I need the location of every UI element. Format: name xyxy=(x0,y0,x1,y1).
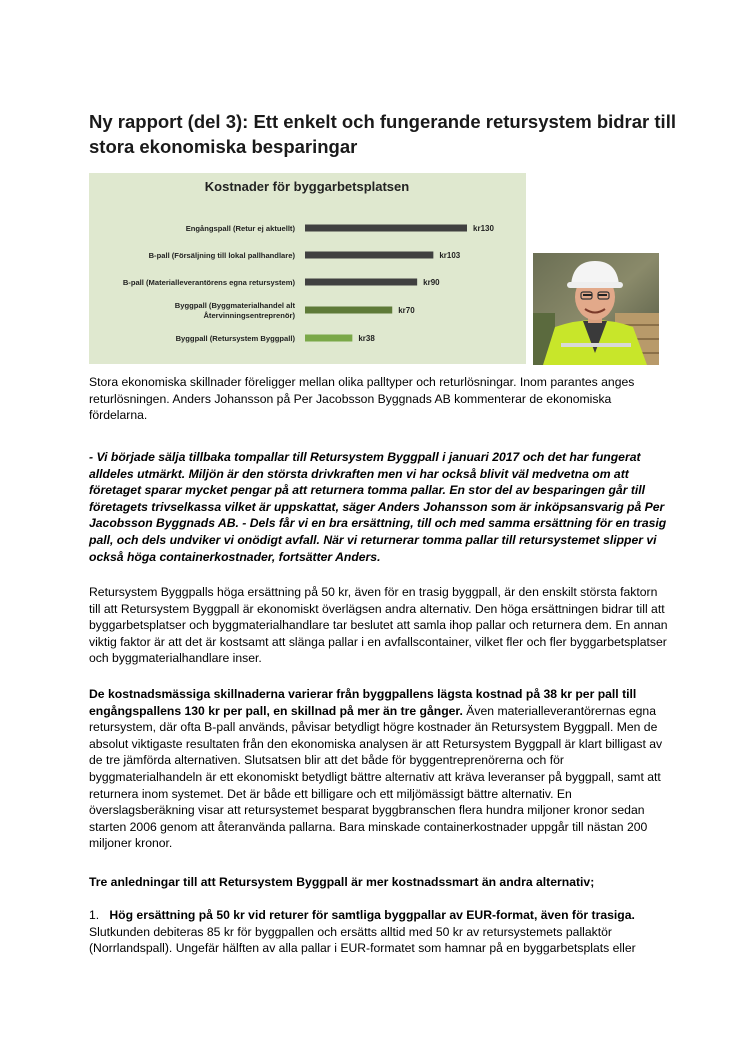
cost-differences-paragraph xyxy=(89,686,669,852)
cost-differences-body: Även materialleverantörernas egna retursystem, där ofta B-pall används, påvisar betydligt högre kostnader än Retursystem Byggpall. Men de absolut viktigaste resultaten från den ekonomiska analysen är att Retursystem Byggpall är klart billigast av de tre jämförda alternativen. Slutsatsen blir att det både för byggentreprenörerna och för byggmaterialhandeln är ett ekonomiskt betydligt bättre alternativ att kräva leveranser på byggpall, samt att returnera inom systemet. Det är både ett billigare och ett miljömässigt bättre alternativ. En överslagsberäkning visar att retursystemet besparat byggbranschen flera hundra miljoner kronor sedan starten 2006 genom att återanvända pallarna. Bara minskade containerkostnader uppgår till nästan 200 miljoner kronor. xyxy=(89,703,663,851)
chart-bar xyxy=(305,252,433,259)
person-photo xyxy=(533,253,659,365)
reasons-heading: Tre anledningar till att Retursystem Byggpall är mer kostnadssmart än andra alternativ; xyxy=(89,875,595,889)
compensation-paragraph: Retursystem Byggpalls höga ersättning på 50 kr, även för en trasig byggpall, är den enskilt största faktorn till att Retursystem Byggpall är ekonomiskt överlägsen andra alternativ. Den höga ersättningen bidrar till att byggarbetsplatser och byggmaterialhandlare tar beslutet att samla ihop pallar och returnera dem. En annan viktig faktor är att det är kostsamt att slänga pallar i en avfallscontainer, vilket fler och fler byggarbetsplatser och byggmaterialhandlare inser. xyxy=(89,585,668,666)
cost-chart xyxy=(89,173,526,364)
reason-item-1-body: Slutkunden debiteras 85 kr för byggpallen och ersätts alltid med 50 kr av retursystemets pallaktör (Norrlandspall). Ungefär hälften av alla pallar i EUR-formatet som hamnar på en byggarbetsplats eller xyxy=(89,924,636,956)
chart-value-label: kr103 xyxy=(439,251,461,260)
chart-bar xyxy=(305,307,392,314)
chart-value-label: kr90 xyxy=(423,278,440,287)
reason-item-1-heading: Hög ersättning på 50 kr vid returer för samtliga byggpallar av EUR-format, även för trasiga. xyxy=(109,908,635,922)
quote-paragraph: - Vi började sälja tillbaka tompallar till Retursystem Byggpall i januari 2017 och det har fungerat alldeles utmärkt. Miljön är den största drivkraften men vi har också blivit väl medvetna om att företaget sparar mycket pengar på att returnera tomma pallar. En stor del av besparingen går till företagets trivselkassa vilket är uppskattat, säger Anders Johansson som är inköpsansvarig på Per Jacobsson Byggnads AB. - Dels får vi en bra ersättning, till och med samma ersättning för en trasig pall, och dels undviker vi onödigt avfall. När vi returnerar tomma pallar till retursystemet slipper vi också höga containerkostnader, fortsätter Anders. xyxy=(89,450,667,564)
chart-bar xyxy=(305,279,417,286)
chart-category-label: B-pall (Försäljning till lokal pallhandlare) xyxy=(148,251,295,260)
intro-paragraph: Stora ekonomiska skillnader föreligger mellan olika palltyper och returlösningar. Inom parantes anges returlösningen. Anders Johansson på Per Jacobsson Byggnads AB kommenterar de ekonomiska fördelarna. xyxy=(89,375,635,423)
cost-differences-lead: De kostnadsmässiga skillnaderna varierar från byggpallens lägsta kostnad på 38 kr per pall till engångspallens 130 kr per pall, en skillnad på mer än tre gånger. xyxy=(89,687,637,718)
chart-value-label: kr70 xyxy=(398,306,415,315)
article-title: Ny rapport (del 3): Ett enkelt och fungerande retursystem bidrar till stora ekonomiska besparingar xyxy=(89,111,676,157)
chart-category-label: Byggpall (Byggmaterialhandel alt xyxy=(174,301,295,310)
chart-bar xyxy=(305,225,467,232)
chart-category-label: B-pall (Materialleverantörens egna retursystem) xyxy=(122,278,295,287)
chart-category-label: Återvinningsentreprenör) xyxy=(203,311,295,320)
chart-category-label: Engångspall (Retur ej aktuellt) xyxy=(185,224,295,233)
chart-title: Kostnader för byggarbetsplatsen xyxy=(204,179,410,194)
chart-value-label: kr38 xyxy=(358,334,375,343)
reason-item-1 xyxy=(89,907,669,957)
reason-item-1-number: 1. xyxy=(89,908,100,922)
chart-value-label: kr130 xyxy=(473,224,494,233)
cost-chart-svg xyxy=(89,173,526,364)
chart-bar xyxy=(305,335,352,342)
chart-category-label: Byggpall (Retursystem Byggpall) xyxy=(175,334,295,343)
